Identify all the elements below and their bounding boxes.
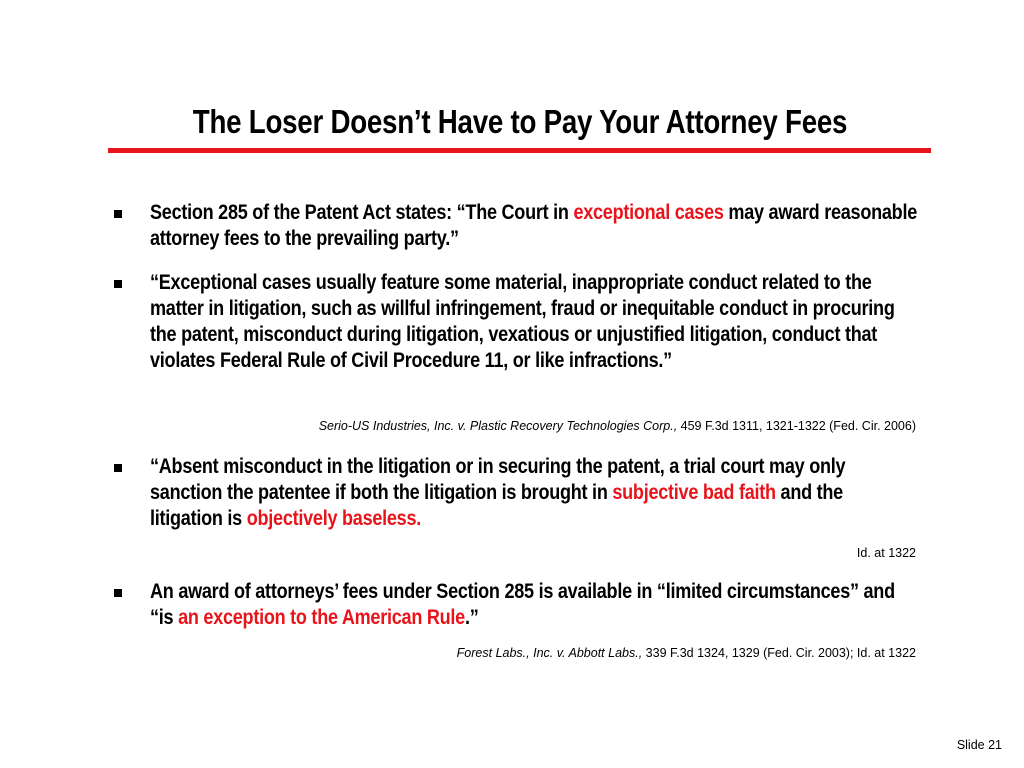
bullet-text-award-of-fees xyxy=(150,579,920,631)
text-run: Section 285 of the Patent Act states: “The Court in xyxy=(150,201,574,224)
highlight-exception-american-rule: an exception to the American Rule xyxy=(178,606,465,629)
citation-reference: Id. at 1322 xyxy=(856,546,916,560)
slide-number: Slide 21 xyxy=(956,738,1002,752)
text-run: “Absent misconduct in the litigation or in securing the patent, a trial court may only sanction the patentee if both the litigation is brought in xyxy=(150,455,846,504)
title-underline xyxy=(108,148,931,153)
highlight-exceptional-cases: exceptional cases xyxy=(573,201,724,224)
citation-id-1322 xyxy=(857,545,916,561)
highlight-objectively-baseless: objectively baseless. xyxy=(246,507,422,530)
citation-forest-labs xyxy=(457,645,916,661)
citation-reference: 459 F.3d 1311, 1321-1322 (Fed. Cir. 2006) xyxy=(677,419,916,433)
citation-reference: 339 F.3d 1324, 1329 (Fed. Cir. 2003); Id. at 1322 xyxy=(642,646,916,660)
bullet-text-absent-misconduct xyxy=(150,454,920,532)
citation-case-name: Forest Labs., Inc. v. Abbott Labs., xyxy=(456,646,643,660)
citation-case-name: Serio-US Industries, Inc. v. Plastic Recovery Technologies Corp., xyxy=(318,419,678,433)
bullet-text-exceptional-cases-quote xyxy=(150,270,920,374)
bullet-marker xyxy=(114,280,122,288)
text-run: may award reasonable attorney fees to the prevailing party.” xyxy=(150,201,918,250)
text-run: “Exceptional cases usually feature some material, inappropriate conduct related to the matter in litigation, such as willful infringement, fraud or inequitable conduct in procuring the patent, misconduct during litigation, vexatious or unjustified litigation, conduct that violates Federal Rule of Civil Procedure 11, or like infractions.” xyxy=(150,271,895,372)
text-run: .” xyxy=(464,606,479,629)
bullet-marker xyxy=(114,464,122,472)
bullet-marker xyxy=(114,589,122,597)
text-run: and the litigation is xyxy=(150,481,843,530)
citation-serio xyxy=(319,418,916,434)
text-run: An award of attorneys’ fees under Section 285 is available in “limited circumstances” and “is xyxy=(150,580,895,629)
highlight-subjective-bad-faith: subjective bad faith xyxy=(612,481,776,504)
bullet-marker xyxy=(114,210,122,218)
slide-title: The Loser Doesn’t Have to Pay Your Attorney Fees xyxy=(192,103,848,140)
bullet-text-section-285 xyxy=(150,200,920,252)
